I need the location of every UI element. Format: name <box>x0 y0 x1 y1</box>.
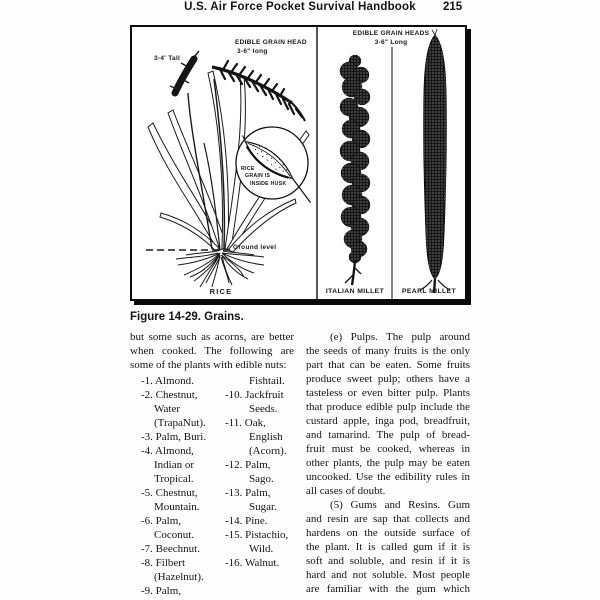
figure-caption: Figure 14-29. Grains. <box>130 311 244 323</box>
list-line: Sago. <box>249 473 274 485</box>
text-line: produce sweet pulp; others have a <box>306 373 470 385</box>
list-line: -7. Beechnut. <box>141 543 200 555</box>
text-line: custard apple, inga pod, breadfruit, <box>306 415 470 427</box>
text-line: (e) Pulps. The pulp around <box>330 331 470 343</box>
list-line: -3. Palm, Buri. <box>141 431 207 443</box>
page-header-title: U.S. Air Force Pocket Survival Handbook <box>184 1 416 13</box>
pearl-millet-name-label: PEARL MILLET <box>401 288 457 295</box>
rice-grain-head-label <box>235 39 307 56</box>
text-line: part that can be eaten. Some fruits <box>306 359 470 371</box>
list-line: -9. Palm, <box>141 585 182 597</box>
list-line: Coconut. <box>154 529 195 541</box>
list-line: -4. Almond, <box>141 445 194 457</box>
gums-paragraph <box>306 498 470 596</box>
list-line: Tropical. <box>154 473 194 485</box>
list-line: Seeds. <box>249 403 278 415</box>
text-line: other plants, the pulp may be eaten <box>306 457 470 469</box>
italian-millet-name-label: ITALIAN MILLET <box>325 288 385 295</box>
text-line: that produce edible pulp include the <box>306 401 470 413</box>
text-line: fruit must be cooked, whereas in <box>306 443 470 455</box>
nut-list-column-1 <box>141 374 229 598</box>
list-line: -15. Pistachio, <box>225 529 289 541</box>
list-line: Indian or <box>154 459 195 471</box>
list-line: Fishtail. <box>249 375 285 387</box>
rice-name-label: RICE <box>209 287 233 296</box>
text-line: when cooked. The following are <box>130 345 294 357</box>
list-line: -5. Chestnut, <box>141 487 198 499</box>
list-line: Wild. <box>249 543 274 555</box>
text-line: and resin are sap that collects and <box>306 513 470 525</box>
text-line: and tamarind. The pulp of bread- <box>306 429 470 441</box>
rice-grain-inset <box>236 127 321 203</box>
list-line: (TrapaNut). <box>154 417 206 429</box>
text-line: but some such as acorns, are better <box>130 331 294 343</box>
text-line: hard and not soluble. Most people <box>306 569 470 581</box>
page-number: 215 <box>443 1 463 13</box>
grains-illustration <box>132 27 465 299</box>
text-line: INSIDE HUSK <box>250 180 287 187</box>
text-line: soft and soluble, and resin if it is <box>306 555 470 567</box>
millet-grain-heads-label <box>336 30 446 47</box>
right-column <box>306 330 470 596</box>
text-line: 3-6" long <box>237 47 268 55</box>
text-line: the seeds of many fruits is the only <box>306 345 470 357</box>
list-line: (Acorn). <box>249 445 287 457</box>
text-line: hardens on the outside surface of <box>306 527 470 539</box>
list-line: (Hazelnut). <box>154 571 204 583</box>
left-column-paragraph <box>130 330 294 372</box>
list-line: -13. Palm, <box>225 487 271 499</box>
text-line: are familiar with the gum which <box>306 583 470 595</box>
text-line: the plant. It is called gum if it is <box>306 541 470 553</box>
list-line: -11. Oak, <box>225 417 266 429</box>
pulps-paragraph <box>306 330 470 498</box>
list-line: Sugar. <box>249 501 277 513</box>
list-line: -10. Jackfruit <box>225 389 284 401</box>
text-line: 3-6" Long <box>374 38 408 46</box>
pearl-millet-illustration <box>420 29 450 293</box>
nut-list-column-2 <box>225 374 303 570</box>
text-line: RICE <box>241 166 255 172</box>
list-line: -2. Chestnut, <box>141 389 198 401</box>
list-line: -16. Walnut. <box>225 557 280 569</box>
text-line: GRAIN IS <box>245 173 271 180</box>
list-line: -1. Almond. <box>141 375 194 387</box>
rice-height-label: 3-4' Tall <box>154 55 181 62</box>
text-line: EDIBLE GRAIN HEADS <box>352 30 430 37</box>
text-line: some of the plants with edible nuts: <box>130 359 287 371</box>
ground-level-label: Ground level <box>233 244 277 251</box>
figure-box <box>130 25 467 301</box>
list-line: Mountain. <box>154 501 200 513</box>
list-line: -6. Palm, <box>141 515 182 527</box>
list-line: -8. Filbert <box>141 557 185 569</box>
rice-grain-inset-note <box>241 166 286 188</box>
list-line: -12. Palm, <box>225 459 271 471</box>
text-line: EDIBLE GRAIN HEAD <box>235 39 307 46</box>
list-line: -14. Pine. <box>225 515 268 527</box>
list-line: English <box>249 431 283 443</box>
list-line: Water <box>154 403 180 415</box>
text-line: uncooked. Use the edibility rules in <box>306 471 470 483</box>
text-line: tasteless or even bitter pulp. Plants <box>306 387 470 399</box>
italian-millet-illustration <box>340 55 370 285</box>
text-line: all cases of doubt. <box>306 485 386 497</box>
text-line: (5) Gums and Resins. Gum <box>330 499 470 511</box>
